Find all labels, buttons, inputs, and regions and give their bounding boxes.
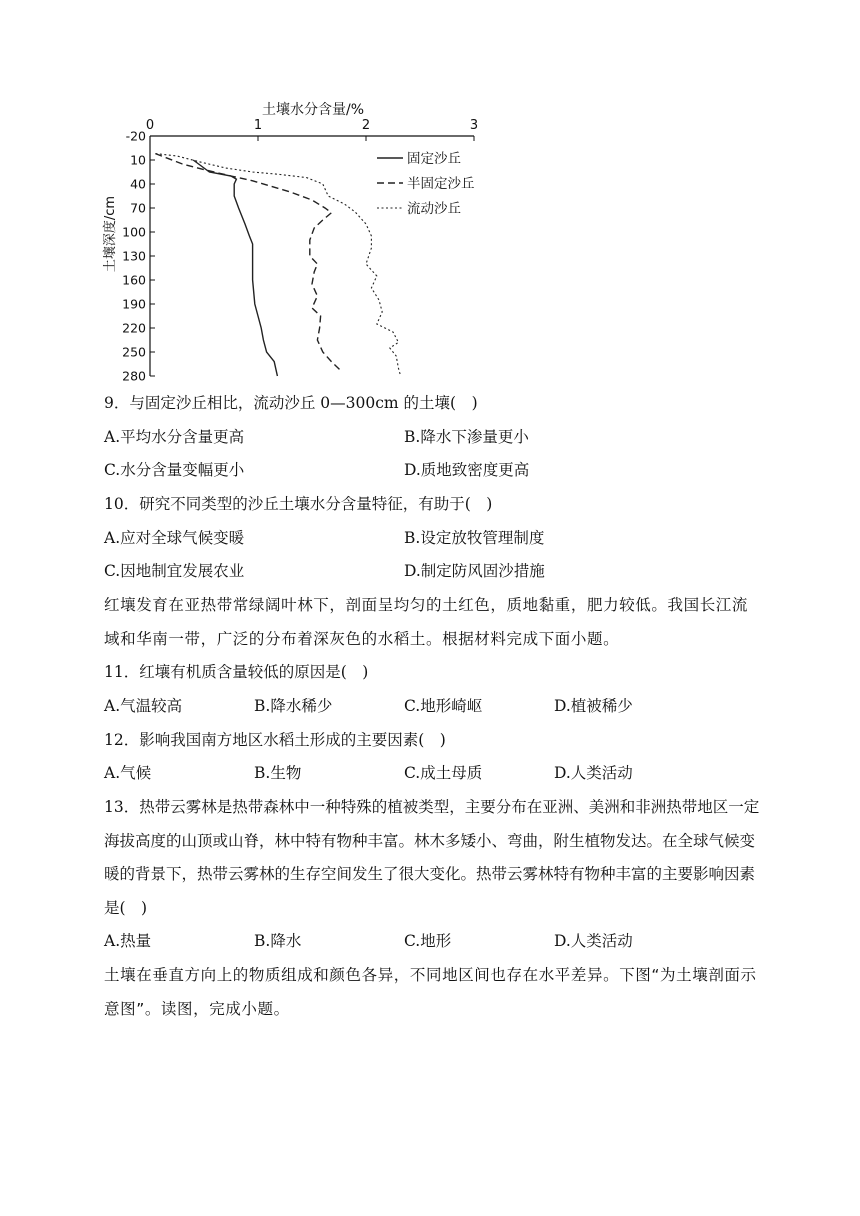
q11-option-b: B.降水稀少	[254, 697, 333, 715]
y-tick-label: 130	[122, 248, 146, 264]
q10-option-d: D.制定防风固沙措施	[404, 562, 545, 580]
x-tick-label: 0	[145, 118, 155, 133]
material-paragraph-2: 土壤在垂直方向上的物质组成和颜色各异，不同地区间也存在水平差异。下图“为土壤剖面示意图”。读图，完成小题。	[104, 966, 757, 1018]
legend-label: 固定沙丘	[407, 151, 461, 167]
soil-moisture-chart	[96, 96, 516, 388]
y-tick-label: 160	[122, 272, 146, 288]
q12-option-a: A.气候	[104, 764, 152, 782]
q13-option-d: D.人类活动	[554, 932, 633, 950]
y-tick-label: 250	[122, 344, 146, 360]
y-tick-label: 280	[122, 368, 146, 384]
q12-option-c: C.成土母质	[404, 764, 483, 782]
series-line-dotted	[155, 154, 400, 376]
series-lines	[155, 154, 400, 376]
q13-option-b: B.降水	[254, 932, 302, 950]
x-axis-title: 土壤水分含量/%	[261, 102, 365, 118]
q13-option-a: A.热量	[104, 932, 152, 950]
legend-label: 流动沙丘	[407, 201, 461, 217]
q13-option-c: C.地形	[404, 932, 452, 950]
y-axis-title: 土壤深度/cm	[103, 195, 118, 273]
x-axis-ticks	[146, 118, 478, 141]
q9-option-a: A.平均水分含量更高	[104, 428, 245, 446]
q10-option-b: B.设定放牧管理制度	[404, 529, 545, 547]
q12-option-d: D.人类活动	[554, 764, 633, 782]
series-line-solid	[193, 160, 277, 376]
q9-option-b: B.降水下渗量更小	[404, 428, 529, 446]
material-paragraph-1: 红壤发育在亚热带常绿阔叶林下，剖面呈均匀的土红色，质地黏重，肥力较低。我国长江流域和华南一带，广泛的分布着深灰色的水稻土。根据材料完成下面小题。	[104, 596, 749, 648]
question-11-stem: 11．红壤有机质含量较低的原因是( )	[104, 663, 369, 681]
q12-option-b: B.生物	[254, 764, 302, 782]
legend	[377, 151, 475, 217]
q11-option-d: D.植被稀少	[554, 697, 633, 715]
q9-option-c: C.水分含量变幅更小	[104, 461, 245, 479]
y-tick-label: -20	[125, 128, 146, 144]
x-tick-label: 3	[469, 118, 479, 133]
y-tick-label: 40	[130, 176, 146, 192]
legend-label: 半固定沙丘	[407, 176, 475, 192]
q9-option-d: D.质地致密度更高	[404, 461, 530, 479]
question-10-stem: 10．研究不同类型的沙丘土壤水分含量特征，有助于( )	[104, 495, 493, 513]
series-line-dashed	[155, 154, 342, 372]
q10-option-a: A.应对全球气候变暖	[104, 529, 245, 547]
question-13-stem: 13．热带云雾林是热带森林中一种特殊的植被类型，主要分布在亚洲、美洲和非洲热带地区一定海拔高度的山顶或山脊，林中特有物种丰富。林木多矮小、弯曲，附生植物发达。在全球气候变暖的背景下，热带云雾林的生存空间发生了很大变化。热带云雾林特有物种丰富的主要影响因素是( )	[104, 798, 760, 917]
y-tick-label: 70	[130, 200, 146, 216]
question-12-stem: 12．影响我国南方地区水稻土形成的主要因素( )	[104, 731, 446, 749]
q11-option-a: A.气温较高	[104, 697, 183, 715]
x-tick-label: 2	[361, 118, 371, 133]
y-tick-label: 220	[122, 320, 146, 336]
x-tick-label: 1	[253, 118, 263, 133]
y-tick-label: 10	[130, 152, 146, 168]
q10-option-c: C.因地制宜发展农业	[104, 562, 245, 580]
q11-option-c: C.地形崎岖	[404, 697, 483, 715]
question-9-stem: 9．与固定沙丘相比，流动沙丘 0—300cm 的土壤( )	[104, 394, 478, 412]
y-tick-label: 190	[122, 296, 146, 312]
y-tick-label: 100	[122, 224, 146, 240]
